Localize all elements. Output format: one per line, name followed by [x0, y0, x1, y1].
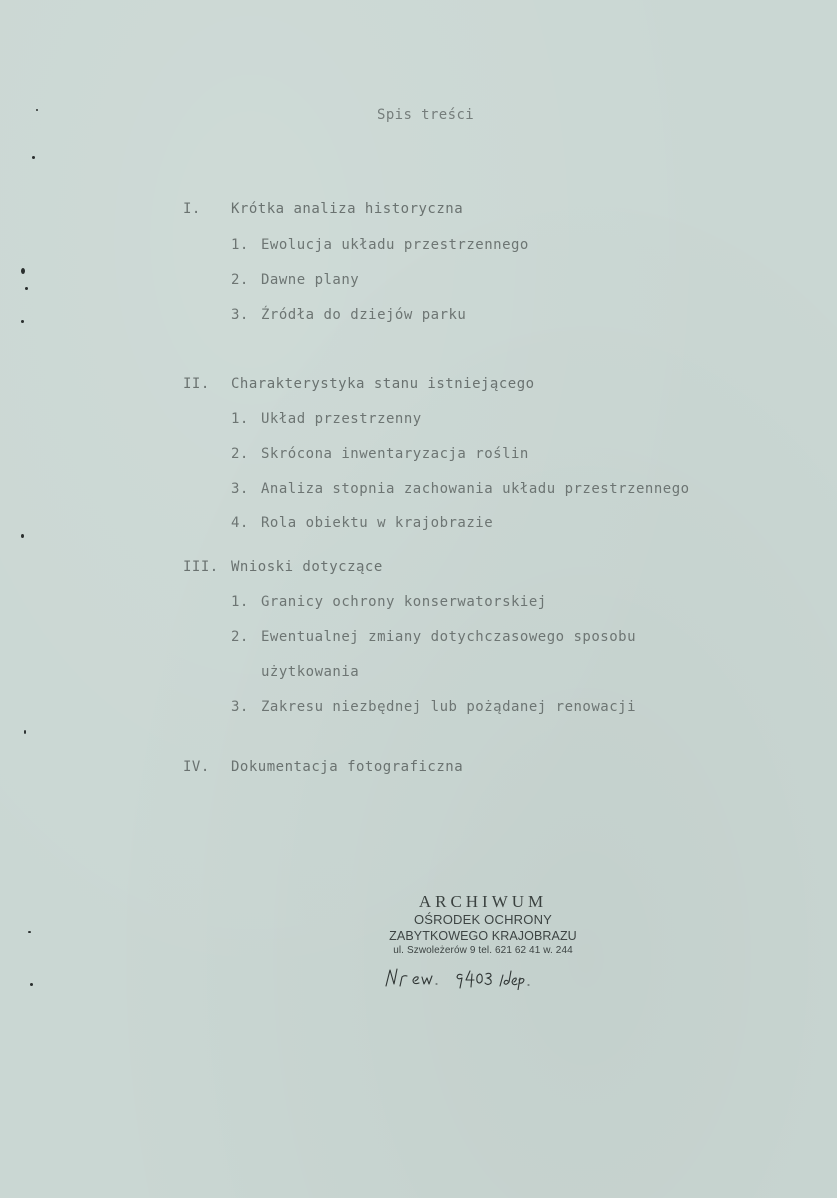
section-numeral: III.	[183, 559, 219, 575]
toc-item	[231, 237, 529, 253]
scan-speck	[21, 320, 24, 323]
page-title: Spis treści	[377, 107, 475, 123]
scan-speck	[36, 109, 38, 111]
section-heading: Charakterystyka stanu istniejącego	[231, 376, 535, 392]
toc-item-text: Zakresu niezbędnej lub pożądanej renowacji	[261, 699, 637, 715]
toc-item-number: 3.	[231, 699, 249, 715]
toc-item-text: Skrócona inwentaryzacja roślin	[261, 446, 529, 462]
toc-item-number: 4.	[231, 515, 249, 531]
scan-speck	[30, 983, 33, 986]
scan-speck	[25, 287, 28, 290]
archive-stamp	[378, 892, 588, 958]
toc-item	[231, 594, 547, 610]
scan-speck	[32, 156, 35, 159]
toc-item	[231, 307, 466, 323]
toc-item	[231, 481, 690, 497]
section-heading: Dokumentacja fotograficzna	[231, 759, 464, 775]
toc-item-number: 2.	[231, 446, 249, 462]
toc-item	[231, 629, 636, 645]
toc-item	[231, 272, 359, 288]
toc-item-text: Analiza stopnia zachowania układu przestrzennego	[261, 481, 690, 497]
scan-speck	[21, 268, 25, 274]
toc-item-text: Rola obiektu w krajobrazie	[261, 515, 494, 531]
toc-item-number: 2.	[231, 629, 249, 645]
toc-item-text: Dawne plany	[261, 272, 360, 288]
toc-item-number: 2.	[231, 272, 249, 288]
toc-item-number: 3.	[231, 481, 249, 497]
section-numeral: IV.	[183, 759, 210, 775]
stamp-address: ul. Szwoleżerów 9 tel. 621 62 41 w. 244	[393, 945, 573, 956]
toc-item-text: Ewentualnej zmiany dotychczasowego sposobu	[261, 629, 637, 645]
section-heading: Krótka analiza historyczna	[231, 201, 464, 217]
toc-item	[231, 411, 422, 427]
section-numeral: I.	[183, 201, 201, 217]
toc-item-number: 1.	[231, 411, 249, 427]
scan-speck	[24, 730, 26, 734]
toc-item	[231, 446, 529, 462]
toc-item-text: Układ przestrzenny	[261, 411, 422, 427]
stamp-institution-line: OŚRODEK OCHRONY	[413, 912, 553, 927]
toc-item-number: 3.	[231, 307, 249, 323]
stamp-archive-label: ARCHIWUM	[418, 892, 548, 911]
section-numeral: II.	[183, 376, 210, 392]
toc-item-text: Granicy ochrony konserwatorskiej	[261, 594, 547, 610]
toc-item-text: Ewolucja układu przestrzennego	[261, 237, 529, 253]
toc-item	[231, 515, 493, 531]
section-heading: Wnioski dotyczące	[231, 559, 383, 575]
stamp-institution-line: ZABYTKOWEGO KRAJOBRAZU	[389, 929, 577, 943]
toc-item-continuation: użytkowania	[261, 664, 360, 680]
handwritten-inventory-number	[382, 966, 552, 990]
toc-item-number: 1.	[231, 237, 249, 253]
toc-item	[231, 699, 636, 715]
scan-speck	[21, 534, 24, 538]
toc-item-number: 1.	[231, 594, 249, 610]
toc-item-text: Źródła do dziejów parku	[261, 307, 467, 323]
scan-speck	[28, 931, 31, 933]
